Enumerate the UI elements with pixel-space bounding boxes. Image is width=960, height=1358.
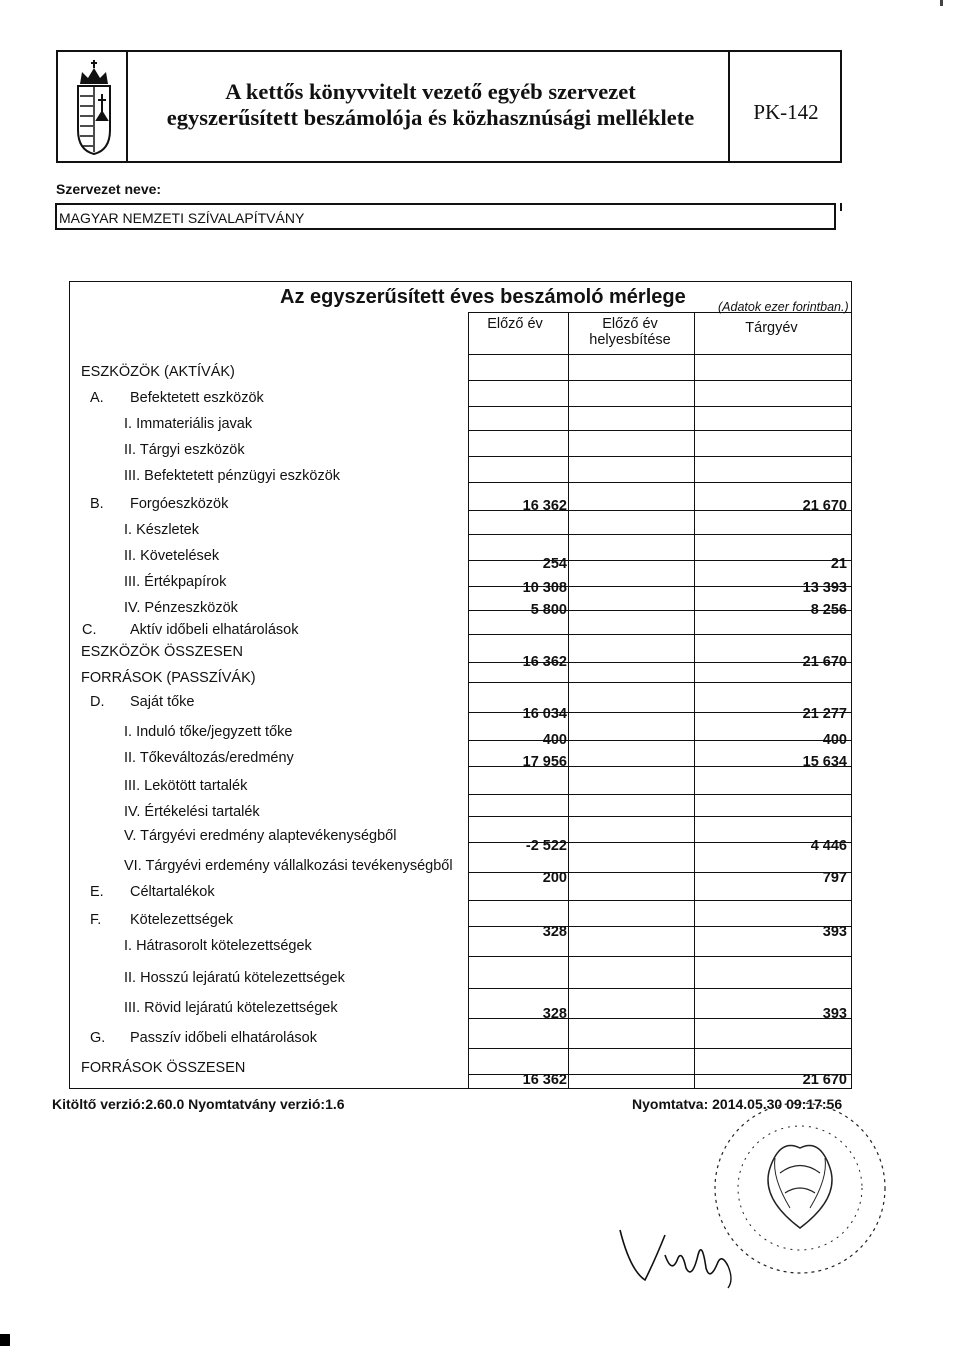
row-divider	[468, 956, 851, 957]
current-year-value: 21 670	[802, 1072, 847, 1088]
current-year-value: 4 446	[810, 838, 847, 854]
row-label: Passzív időbeli elhatárolások	[130, 1030, 317, 1046]
current-year-value: 400	[822, 732, 847, 748]
column-header-current-year: Tárgyév	[745, 320, 798, 336]
row-divider	[468, 872, 851, 873]
row-label: III. Lekötött tartalék	[124, 778, 248, 794]
row-label: III. Rövid lejáratú kötelezettségek	[124, 1000, 338, 1016]
current-year-value: 21 670	[802, 654, 847, 670]
current-year-value: 21 277	[802, 706, 847, 722]
prev-year-value: 10 308	[522, 580, 567, 596]
row-code: G.	[90, 1030, 106, 1046]
row-label: FORRÁSOK ÖSSZESEN	[81, 1060, 246, 1076]
row-divider	[468, 380, 851, 381]
scan-mark	[940, 0, 943, 6]
row-divider	[468, 1048, 851, 1049]
prev-year-value: 17 956	[522, 754, 567, 770]
prev-year-value: 16 362	[522, 1072, 567, 1088]
row-label: III. Befektetett pénzügyi eszközök	[124, 468, 341, 484]
current-year-value: 797	[822, 870, 847, 886]
software-version: Kitöltő verzió:2.60.0 Nyomtatvány verzió:1.6	[52, 1096, 345, 1112]
row-code: F.	[90, 912, 102, 928]
prev-year-value: 328	[542, 1006, 567, 1022]
prev-year-value: 16 034	[522, 706, 567, 722]
column-header-prev-year: Előző év	[487, 316, 543, 332]
row-divider	[468, 900, 851, 901]
row-label: FORRÁSOK (PASSZÍVÁK)	[81, 670, 256, 686]
row-divider	[468, 610, 851, 611]
row-label: I. Hátrasorolt kötelezettségek	[124, 938, 312, 954]
current-year-value: 393	[822, 924, 847, 940]
organization-name: MAGYAR NEMZETI SZÍVALAPÍTVÁNY	[59, 210, 305, 226]
row-label: II. Tőkeváltozás/eredmény	[124, 750, 294, 766]
prev-year-value: 400	[542, 732, 567, 748]
column-divider	[468, 312, 469, 1088]
row-divider	[468, 794, 851, 795]
column-header-adj-line1: Előző év	[602, 316, 658, 332]
current-year-value: 13 393	[802, 580, 847, 596]
row-code: E.	[90, 884, 104, 900]
title-divider	[468, 312, 851, 313]
row-label: II. Követelések	[124, 548, 220, 564]
row-label: ESZKÖZÖK ÖSSZESEN	[81, 644, 243, 660]
row-divider	[468, 1018, 851, 1019]
form-title-line-1: A kettős könyvvitelt vezető egyéb szervezet	[225, 79, 636, 104]
current-year-value: 21	[830, 556, 847, 572]
prev-year-value: 16 362	[522, 498, 567, 514]
scan-corner-mark	[0, 1334, 10, 1346]
form-code: PK-142	[753, 100, 819, 124]
row-divider	[468, 634, 851, 635]
row-label: II. Hosszú lejáratú kötelezettségek	[124, 970, 345, 986]
row-label: VI. Tárgyévi erdemény vállalkozási tevékenységből	[124, 858, 453, 874]
column-divider	[694, 312, 695, 1088]
row-divider	[468, 354, 851, 355]
current-year-value: 8 256	[810, 602, 847, 618]
row-label: Befektetett eszközök	[130, 390, 264, 406]
current-year-value: 393	[822, 1006, 847, 1022]
row-label: IV. Értékelési tartalék	[124, 804, 260, 820]
hungarian-coat-of-arms-icon	[72, 60, 116, 156]
balance-sheet-title: Az egyszerűsített éves beszámoló mérlege	[280, 286, 686, 308]
unit-note: (Adatok ezer forintban.)	[718, 300, 849, 314]
organization-name-field	[55, 203, 836, 230]
prev-year-value: 328	[542, 924, 567, 940]
row-label: II. Tárgyi eszközök	[124, 442, 245, 458]
row-divider	[468, 682, 851, 683]
form-title-line-2: egyszerűsített beszámolója és közhasznúsági melléklete	[166, 105, 695, 130]
row-code: A.	[90, 390, 104, 406]
row-label: I. Készletek	[124, 522, 199, 538]
print-timestamp: Nyomtatva: 2014.05.30 09:17:56	[632, 1096, 843, 1112]
row-divider	[468, 816, 851, 817]
row-divider	[468, 988, 851, 989]
prev-year-value: 254	[542, 556, 567, 572]
prev-year-value: 5 800	[530, 602, 567, 618]
row-label: ESZKÖZÖK (AKTÍVÁK)	[81, 364, 235, 380]
balance-sheet-table	[69, 281, 852, 1089]
column-header-adj-line2: helyesbítése	[589, 332, 671, 348]
row-label: V. Tárgyévi eredmény alaptevékenységből	[124, 828, 397, 844]
row-divider	[468, 406, 851, 407]
row-label: Kötelezettségek	[130, 912, 234, 928]
row-divider	[468, 740, 851, 741]
row-divider	[468, 560, 851, 561]
row-divider	[468, 482, 851, 483]
row-code: B.	[90, 496, 104, 512]
row-label: I. Induló tőke/jegyzett tőke	[124, 724, 293, 740]
row-divider	[468, 456, 851, 457]
prev-year-value: 200	[542, 870, 567, 886]
column-divider	[568, 312, 569, 1088]
current-year-value: 21 670	[802, 498, 847, 514]
current-year-value: 15 634	[802, 754, 847, 770]
prev-year-value: -2 522	[525, 838, 567, 854]
row-divider	[468, 430, 851, 431]
row-label: IV. Pénzeszközök	[124, 600, 238, 616]
row-code: D.	[90, 694, 105, 710]
row-divider	[468, 926, 851, 927]
handwritten-signature-icon	[610, 1210, 770, 1290]
form-header	[56, 50, 842, 163]
row-label: I. Immateriális javak	[124, 416, 253, 432]
row-divider	[468, 534, 851, 535]
row-label: Aktív időbeli elhatárolások	[130, 622, 299, 638]
row-label: Forgóeszközök	[130, 496, 229, 512]
organization-label: Szervezet neve:	[56, 181, 162, 197]
row-label: III. Értékpapírok	[124, 574, 227, 590]
row-label: Saját tőke	[130, 694, 195, 710]
prev-year-value: 16 362	[522, 654, 567, 670]
row-code: C.	[82, 622, 97, 638]
row-label: Céltartalékok	[130, 884, 215, 900]
column-header-prev-year-adjustment	[568, 316, 692, 348]
